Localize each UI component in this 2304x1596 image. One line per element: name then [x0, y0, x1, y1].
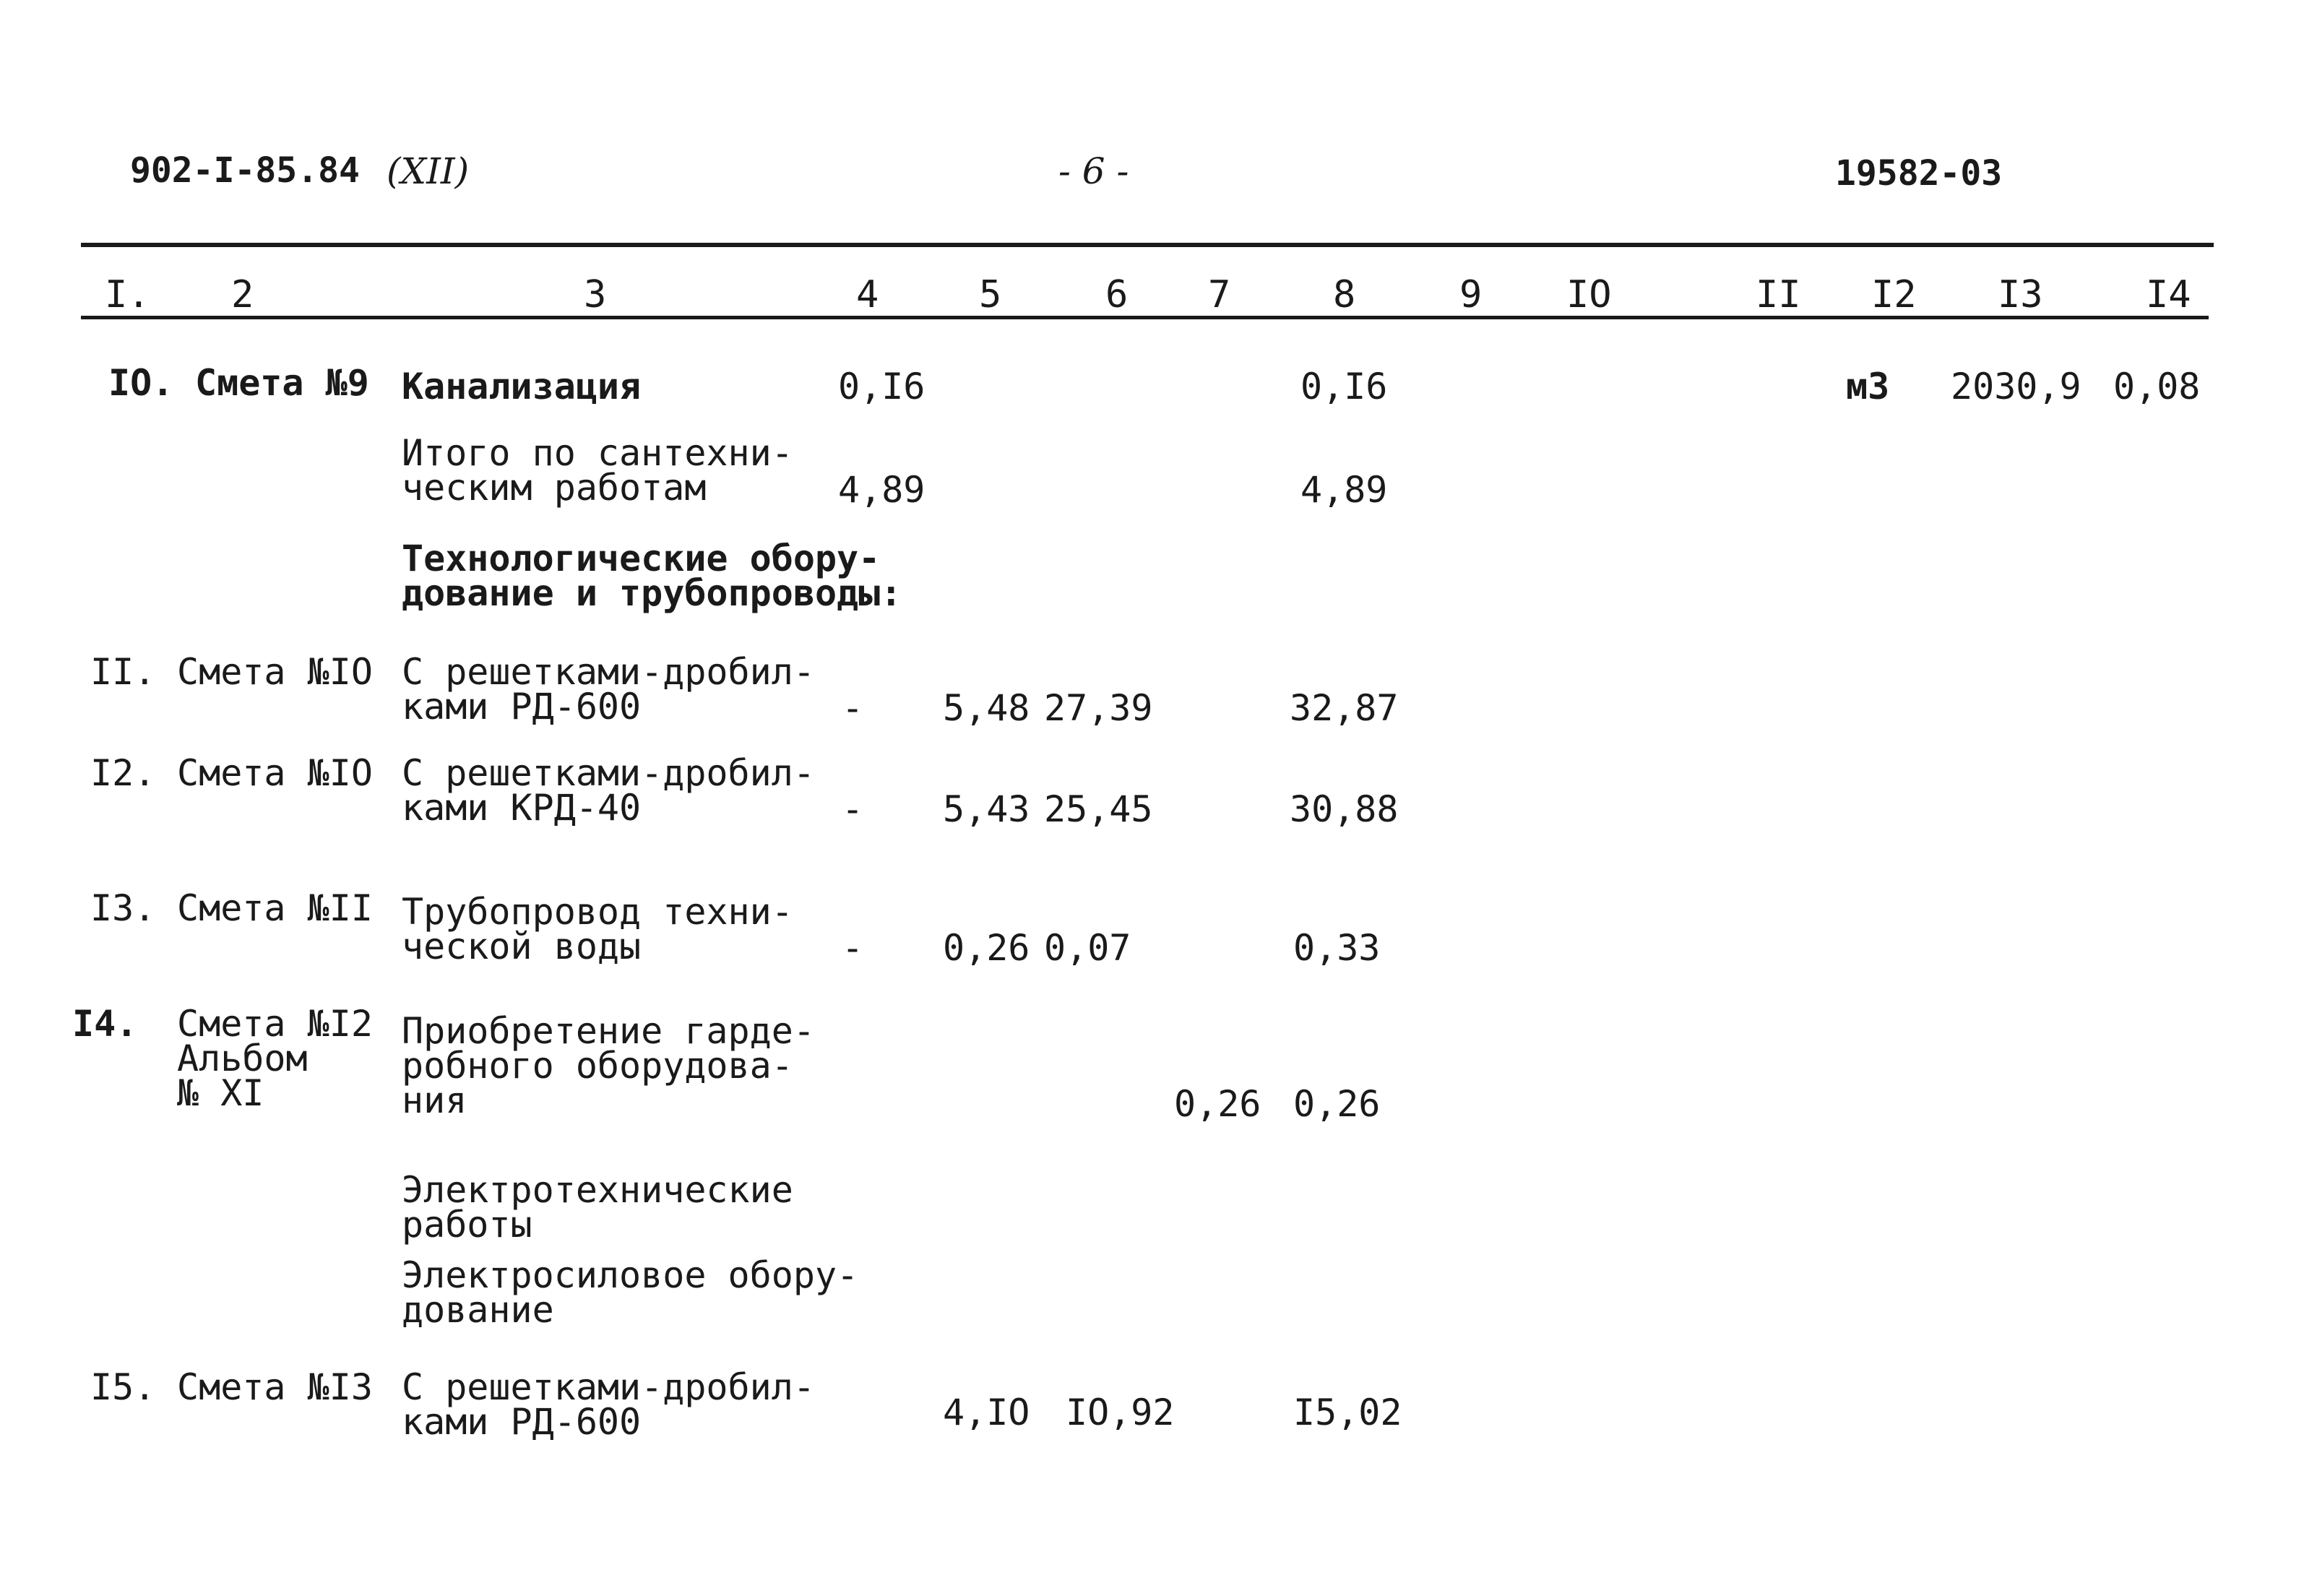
col-header-14: I4	[2146, 273, 2191, 316]
estimate-ref: Смета №9	[195, 362, 369, 404]
description-line1: С решетками-дробил-	[402, 1366, 815, 1408]
estimate-ref: Смета №IO	[177, 651, 373, 693]
col-header-13: I3	[1998, 273, 2043, 316]
description-line2: ками РД-600	[402, 686, 642, 728]
cell-col5: 5,48	[943, 687, 1030, 729]
description-line3: ния	[402, 1079, 467, 1121]
col-header-2: 2	[231, 273, 254, 316]
description-line2: ческой воды	[402, 926, 642, 967]
cell-col4: -	[842, 788, 864, 830]
estimate-ref-line2: Альбом	[177, 1038, 308, 1079]
row-number: I5.	[90, 1366, 156, 1408]
col-header-1: I.	[105, 273, 150, 316]
row-number: I3.	[90, 887, 156, 929]
cell-col8: 4,89	[1300, 469, 1388, 511]
description-line2: ками КРД-40	[402, 787, 642, 829]
section-heading-line1: Электротехнические	[402, 1169, 793, 1211]
description-line1: С решетками-дробил-	[402, 752, 815, 794]
row-number: I4.	[72, 1003, 138, 1045]
row-number: II.	[90, 651, 156, 693]
section-heading-line2: дование и трубопроводы:	[402, 572, 902, 614]
cell-col6: 27,39	[1044, 687, 1153, 729]
cell-col7: 0,26	[1174, 1083, 1261, 1125]
cell-col6: 25,45	[1044, 788, 1153, 830]
cell-col13: 2030,9	[1951, 366, 2081, 407]
cell-col6: IO,92	[1066, 1392, 1175, 1433]
section-heading-line1: Технологические обору-	[402, 538, 881, 579]
top-rule	[81, 243, 2214, 247]
cell-col5: 0,26	[943, 927, 1030, 969]
subsection-heading-line2: дование	[402, 1289, 554, 1331]
estimate-ref: Смета №IO	[177, 752, 373, 794]
estimate-ref-line1: Смета №I2	[177, 1003, 373, 1045]
document-subcode: (XII)	[387, 150, 470, 192]
description-line1: Итого по сантехни-	[402, 432, 793, 474]
row-number: I2.	[90, 752, 156, 794]
col-header-6: 6	[1105, 273, 1129, 316]
cell-col12-unit: м3	[1846, 366, 1890, 407]
cell-col5: 5,43	[943, 788, 1030, 830]
col-header-5: 5	[979, 273, 1002, 316]
section-heading-line2: работы	[402, 1204, 532, 1246]
inventory-number: 19582-03	[1835, 153, 2003, 194]
description-line2: робного оборудова-	[402, 1045, 793, 1087]
cell-col8: 0,I6	[1300, 366, 1388, 407]
col-header-12: I2	[1871, 273, 1917, 316]
description-line1: Трубопровод техни-	[402, 891, 793, 933]
cell-col8: 0,26	[1293, 1083, 1381, 1125]
col-header-4: 4	[856, 273, 879, 316]
description-line2: ками РД-600	[402, 1401, 642, 1443]
row-number: IO.	[108, 362, 174, 404]
cell-col8: I5,02	[1293, 1392, 1402, 1433]
subsection-heading-line1: Электросиловое обору-	[402, 1254, 859, 1296]
description: Канализация	[402, 366, 642, 407]
cell-col14: 0,08	[2113, 366, 2201, 407]
description-line2: ческим работам	[402, 467, 707, 509]
document-code: 902-I-85.84	[130, 150, 360, 191]
col-header-9: 9	[1459, 273, 1483, 316]
cell-col8: 0,33	[1293, 927, 1381, 969]
cell-col6: 0,07	[1044, 927, 1131, 969]
cell-col5: 4,IO	[943, 1392, 1030, 1433]
cell-col4: 0,I6	[838, 366, 926, 407]
col-header-7: 7	[1208, 273, 1231, 316]
estimate-ref: Смета №I3	[177, 1366, 373, 1408]
cell-col8: 32,87	[1290, 687, 1399, 729]
col-header-10: IO	[1566, 273, 1612, 316]
col-header-3: 3	[584, 273, 607, 316]
estimate-ref-line3: № XI	[177, 1072, 264, 1114]
cell-col4: -	[842, 687, 864, 729]
cell-col4: 4,89	[838, 469, 926, 511]
description-line1: Приобретение гарде-	[402, 1010, 815, 1052]
description-line1: С решетками-дробил-	[402, 651, 815, 693]
page-number: - 6 -	[1058, 150, 1129, 192]
estimate-ref: Смета №II	[177, 887, 373, 929]
col-header-11: II	[1756, 273, 1801, 316]
col-header-8: 8	[1333, 273, 1356, 316]
cell-col4: -	[842, 927, 864, 969]
cell-col8: 30,88	[1290, 788, 1399, 830]
